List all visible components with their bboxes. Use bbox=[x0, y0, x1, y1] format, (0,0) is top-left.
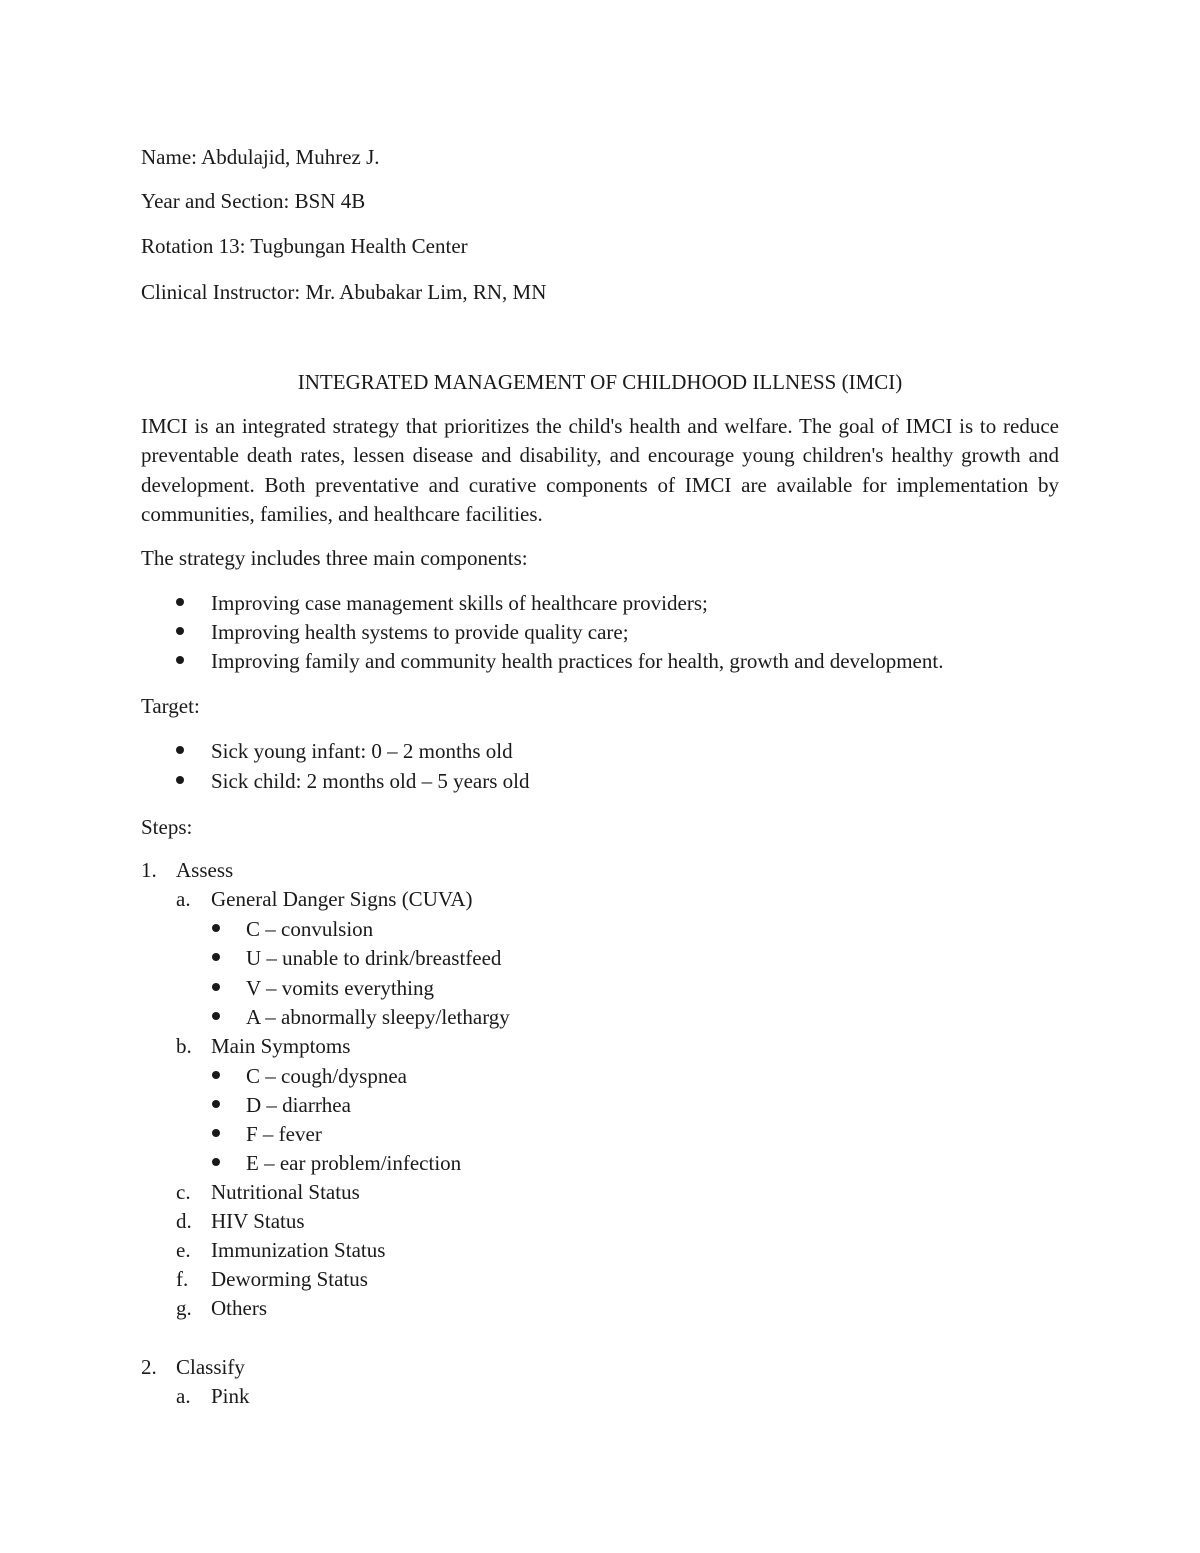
clinical-instructor: Clinical Instructor: Mr. Abubakar Lim, RN, MN bbox=[141, 280, 547, 304]
bullet-dot bbox=[212, 1129, 220, 1137]
bullet-dot bbox=[212, 1071, 220, 1079]
substep-letter: d. bbox=[176, 1209, 192, 1233]
bullet-dot bbox=[176, 746, 184, 754]
substep-letter: e. bbox=[176, 1238, 191, 1262]
bullet-dot bbox=[212, 1158, 220, 1166]
bullet-dot bbox=[212, 1012, 220, 1020]
substep-letter: a. bbox=[176, 1384, 191, 1408]
bullet-dot bbox=[212, 1100, 220, 1108]
substep-letter: f. bbox=[176, 1267, 189, 1291]
component-item: Improving case management skills of healthcare providers; bbox=[211, 591, 708, 615]
component-item: Improving family and community health practices for health, growth and development. bbox=[211, 649, 944, 673]
substep-label: HIV Status bbox=[211, 1209, 305, 1233]
year-section: Year and Section: BSN 4B bbox=[141, 189, 366, 213]
step-number: 2. bbox=[141, 1355, 157, 1379]
danger-sign-item: C – convulsion bbox=[246, 917, 374, 941]
substep-label: Main Symptoms bbox=[211, 1034, 351, 1058]
target-heading: Target: bbox=[141, 694, 200, 718]
bullet-dot bbox=[176, 627, 184, 635]
substep-label: Deworming Status bbox=[211, 1267, 368, 1291]
bullet-dot bbox=[176, 776, 184, 784]
symptom-item: C – cough/dyspnea bbox=[246, 1064, 407, 1088]
symptom-item: E – ear problem/infection bbox=[246, 1151, 462, 1175]
student-name: Name: Abdulajid, Muhrez J. bbox=[141, 145, 380, 169]
bullet-dot bbox=[212, 953, 220, 961]
steps-heading: Steps: bbox=[141, 815, 193, 839]
substep-label: Pink bbox=[211, 1384, 250, 1408]
document-title: INTEGRATED MANAGEMENT OF CHILDHOOD ILLNESS (IMCI) bbox=[297, 370, 903, 394]
step-label: Classify bbox=[176, 1355, 245, 1379]
rotation: Rotation 13: Tugbungan Health Center bbox=[141, 234, 468, 258]
component-item: Improving health systems to provide quality care; bbox=[211, 620, 629, 644]
step-label: Assess bbox=[176, 858, 234, 882]
danger-sign-item: U – unable to drink/breastfeed bbox=[246, 946, 502, 970]
symptom-item: D – diarrhea bbox=[246, 1093, 351, 1117]
target-item: Sick child: 2 months old – 5 years old bbox=[211, 769, 530, 793]
step-number: 1. bbox=[141, 858, 157, 882]
substep-letter: a. bbox=[176, 887, 191, 911]
bullet-dot bbox=[176, 656, 184, 664]
components-heading: The strategy includes three main components: bbox=[141, 546, 528, 570]
substep-letter: g. bbox=[176, 1296, 192, 1320]
symptom-item: F – fever bbox=[246, 1122, 322, 1146]
danger-sign-item: V – vomits everything bbox=[246, 976, 435, 1000]
substep-label: Others bbox=[211, 1296, 267, 1320]
intro-paragraph: IMCI is an integrated strategy that prioritizes the child's health and welfare. The goal of IMCI is to reduce preventable death rates, lessen disease and disability, and encourage young children's healthy growth and development. Both preventative and curative components of IMCI are available for implementation by communities, families, and healthcare facilities. bbox=[141, 414, 1059, 526]
bullet-dot bbox=[212, 983, 220, 991]
substep-label: Nutritional Status bbox=[211, 1180, 360, 1204]
substep-label: Immunization Status bbox=[211, 1238, 386, 1262]
bullet-dot bbox=[176, 598, 184, 606]
target-item: Sick young infant: 0 – 2 months old bbox=[211, 739, 513, 763]
bullet-dot bbox=[212, 924, 220, 932]
substep-letter: b. bbox=[176, 1034, 192, 1058]
substep-letter: c. bbox=[176, 1180, 191, 1204]
substep-label: General Danger Signs (CUVA) bbox=[211, 887, 473, 911]
danger-sign-item: A – abnormally sleepy/lethargy bbox=[246, 1005, 510, 1029]
